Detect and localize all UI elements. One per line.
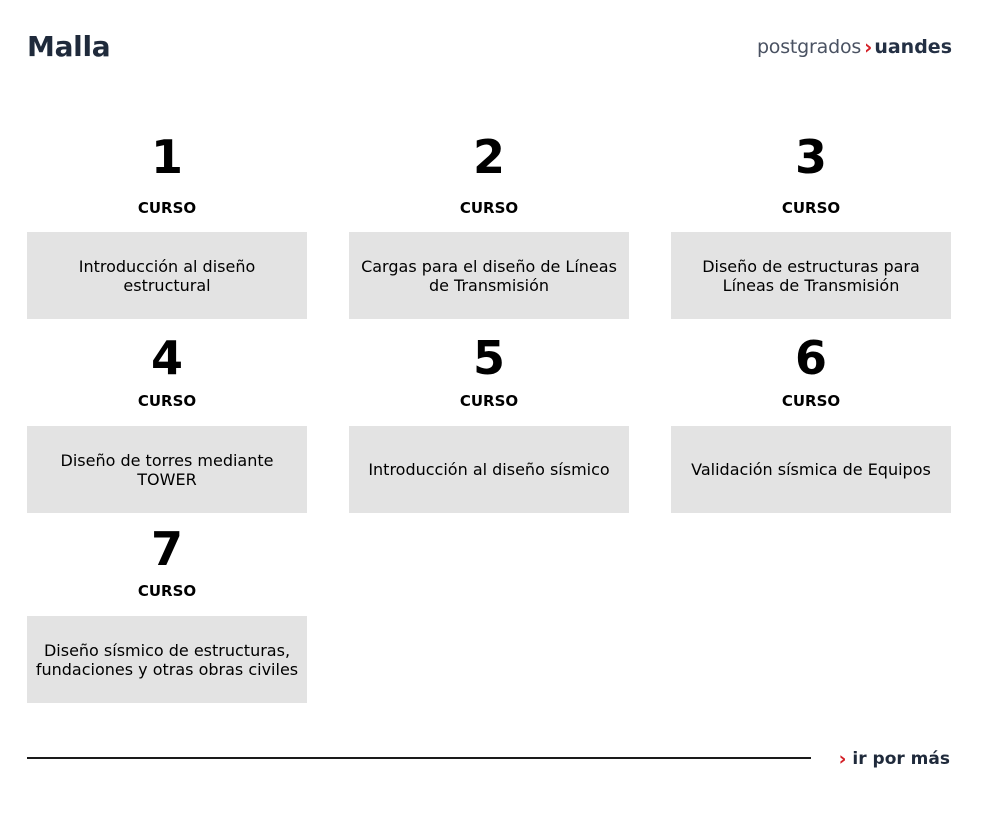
course-number: 7 — [150, 522, 183, 576]
brand-prefix: postgrados — [756, 36, 862, 58]
course-number: 1 — [150, 130, 183, 184]
chevron-right-icon: › — [864, 35, 873, 59]
course-label: CURSO — [137, 199, 197, 217]
course-number: 2 — [472, 130, 505, 184]
course-name: Validación sísmica de Equipos — [671, 426, 951, 513]
footer-divider — [27, 757, 811, 759]
brand-logo[interactable] — [757, 35, 952, 59]
course-label: CURSO — [781, 199, 841, 217]
course-name: Cargas para el diseño de Líneas de Transmisión — [349, 232, 629, 319]
course-name: Diseño de estructuras para Líneas de Transmisión — [671, 232, 951, 319]
course-name: Diseño de torres mediante TOWER — [27, 426, 307, 513]
brand-name: uandes — [874, 36, 952, 58]
course-name: Introducción al diseño sísmico — [349, 426, 629, 513]
course-label: CURSO — [137, 392, 197, 410]
more-link[interactable] — [839, 748, 950, 770]
course-label: CURSO — [781, 392, 841, 410]
course-label: CURSO — [459, 392, 519, 410]
page-title: Malla — [27, 30, 111, 63]
course-number: 6 — [794, 331, 827, 385]
course-label: CURSO — [459, 199, 519, 217]
course-name: Introducción al diseño estructural — [27, 232, 307, 319]
course-number: 4 — [150, 331, 183, 385]
course-label: CURSO — [137, 582, 197, 600]
chevron-right-icon: › — [838, 748, 847, 770]
course-name: Diseño sísmico de estructuras, fundaciones y otras obras civiles — [27, 616, 307, 703]
more-link-label: ir por más — [852, 749, 950, 769]
course-number: 5 — [472, 331, 505, 385]
course-number: 3 — [794, 130, 827, 184]
